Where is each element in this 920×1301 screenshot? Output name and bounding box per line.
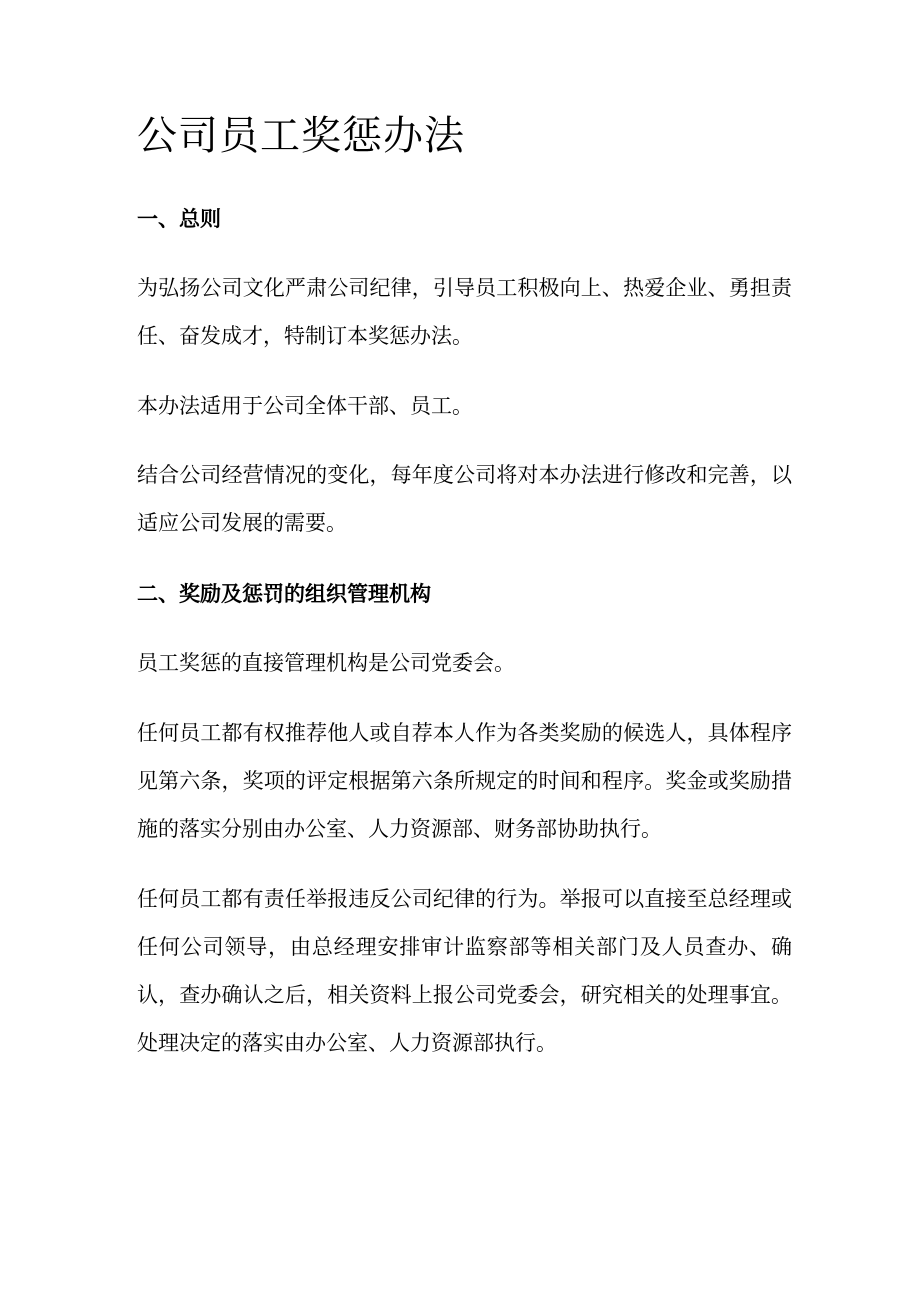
section-heading-general: 一、总则 <box>137 207 221 231</box>
paragraph: 任何员工都有责任举报违反公司纪律的行为。举报可以直接至总经理或任何公司领导，由总经理安排审计监察部等相关部门及人员查办、确认，查办确认之后，相关资料上报公司党委会，研究相关的处理事宜。处理决定的落实由办公室、人力资源部执行。 <box>137 887 792 1055</box>
paragraph: 员工奖惩的直接管理机构是公司党委会。 <box>137 651 515 675</box>
paragraph: 本办法适用于公司全体干部、员工。 <box>137 394 473 418</box>
paragraph: 为弘扬公司文化严肃公司纪律，引导员工积极向上、热爱企业、勇担责任、奋发成才，特制订本奖惩办法。 <box>137 276 792 348</box>
paragraph: 结合公司经营情况的变化，每年度公司将对本办法进行修改和完善，以适应公司发展的需要。 <box>137 463 792 535</box>
document-title: 公司员工奖惩办法 <box>137 113 465 159</box>
paragraph: 任何员工都有权推荐他人或自荐本人作为各类奖励的候选人，具体程序见第六条，奖项的评定根据第六条所规定的时间和程序。奖金或奖励措施的落实分别由办公室、人力资源部、财务部协助执行。 <box>137 721 792 841</box>
section-heading-organization: 二、奖励及惩罚的组织管理机构 <box>137 582 431 606</box>
